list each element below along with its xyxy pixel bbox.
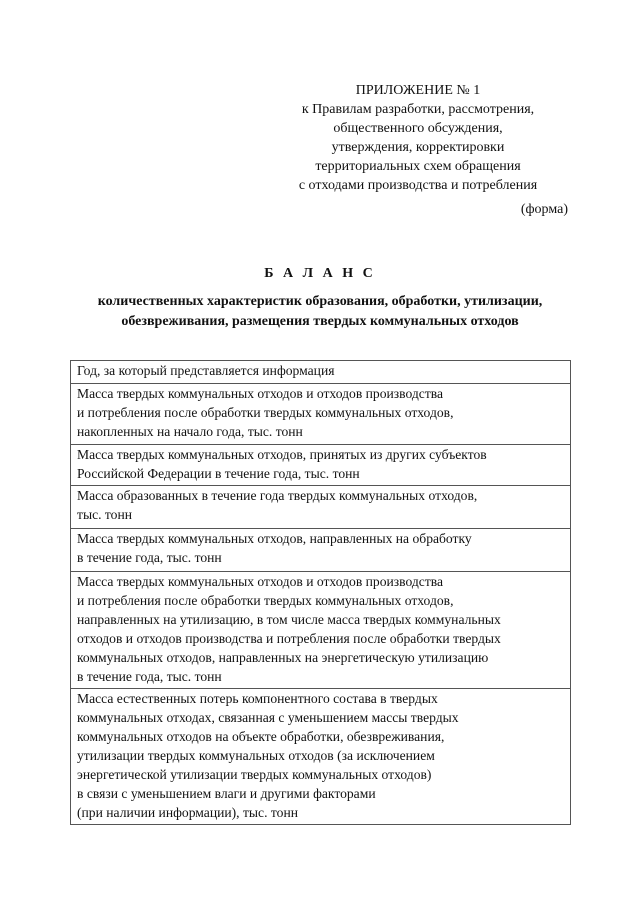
cell-line: Масса твердых коммунальных отходов и отходов производства	[77, 574, 444, 589]
document-subtitle	[70, 292, 570, 332]
cell-line: утилизации твердых коммунальных отходов (за исключением	[77, 748, 435, 763]
cell-line: тыс. тонн	[77, 507, 133, 522]
table-cell	[71, 384, 571, 445]
cell-line: Масса твердых коммунальных отходов, принятых из других субъектов	[77, 447, 487, 462]
cell-line: и потребления после обработки твердых коммунальных отходов,	[77, 405, 454, 420]
cell-line: энергетической утилизации твердых коммунальных отходов)	[77, 767, 432, 782]
form-label: (форма)	[520, 202, 568, 217]
appendix-line: утверждения, корректировки	[331, 140, 505, 155]
table-cell	[71, 529, 571, 572]
cell-line: в течение года, тыс. тонн	[77, 550, 222, 565]
cell-line: Масса твердых коммунальных отходов, направленных на обработку	[77, 531, 472, 546]
cell-line: Год, за который представляется информация	[77, 363, 335, 378]
table-row	[71, 384, 571, 445]
cell-line: коммунальных отходов, направленных на энергетическую утилизацию	[77, 650, 489, 665]
cell-line: в связи с уменьшением влаги и другими факторами	[77, 786, 376, 801]
cell-line: Российской Федерации в течение года, тыс. тонн	[77, 466, 360, 481]
appendix-number: ПРИЛОЖЕНИЕ № 1	[355, 83, 481, 98]
appendix-line: к Правилам разработки, рассмотрения,	[301, 102, 535, 117]
table-cell	[71, 689, 571, 825]
table-cell	[71, 445, 571, 486]
subtitle-line: обезвреживания, размещения твердых коммунальных отходов	[121, 314, 519, 329]
cell-line: коммунальных отходов на объекте обработки, обезвреживания,	[77, 729, 445, 744]
table-row	[71, 572, 571, 689]
appendix-line: с отходами производства и потребления	[298, 178, 538, 193]
appendix-header	[268, 81, 568, 195]
subtitle-line: количественных характеристик образования, обработки, утилизации,	[97, 294, 543, 309]
cell-line: накопленных на начало года, тыс. тонн	[77, 424, 303, 439]
table-row	[71, 361, 571, 384]
cell-line: направленных на утилизацию, в том числе масса твердых коммунальных	[77, 612, 501, 627]
table-row	[71, 486, 571, 529]
cell-line: отходов и отходов производства и потребления после обработки твердых	[77, 631, 501, 646]
table-row	[71, 445, 571, 486]
table-cell	[71, 361, 571, 384]
cell-line: в течение года, тыс. тонн	[77, 669, 222, 684]
appendix-line: общественного обсуждения,	[333, 121, 503, 136]
table-row	[71, 689, 571, 825]
cell-line: Масса твердых коммунальных отходов и отходов производства	[77, 386, 444, 401]
table-cell	[71, 572, 571, 689]
table-row	[71, 529, 571, 572]
balance-table	[70, 360, 571, 825]
cell-line: (при наличии информации), тыс. тонн	[77, 805, 298, 820]
cell-line: Масса естественных потерь компонентного состава в твердых	[77, 691, 438, 706]
document-title: Б А Л А Н С	[264, 266, 376, 281]
cell-line: коммунальных отходах, связанная с уменьшением массы твердых	[77, 710, 459, 725]
appendix-line: территориальных схем обращения	[315, 159, 521, 174]
table-cell	[71, 486, 571, 529]
cell-line: и потребления после обработки твердых коммунальных отходов,	[77, 593, 454, 608]
cell-line: Масса образованных в течение года твердых коммунальных отходов,	[77, 488, 478, 503]
